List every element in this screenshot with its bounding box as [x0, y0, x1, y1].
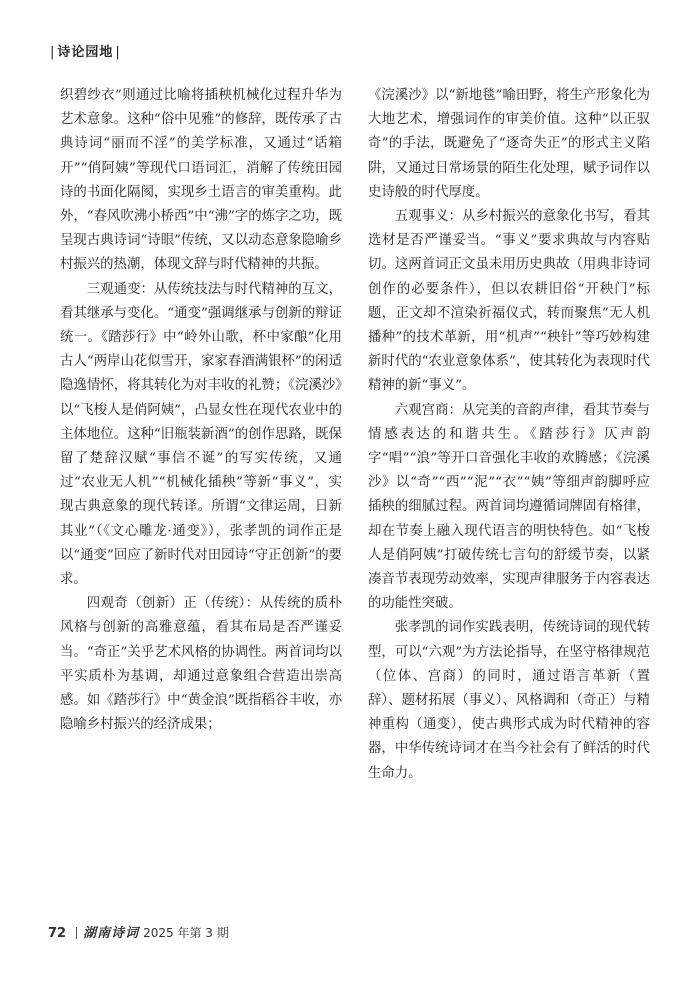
journal-logo: 湖南诗词 [83, 926, 140, 941]
paragraph-gongshang: 六观宫商：从完美的音韵声律，看其节奏与情感表达的和谐共生。《踏莎行》仄声韵字“唱”“浪”等开口音强化丰收的欢腾感；《浣溪沙》以“奇”“西”“泥”“衣”“姨”等细声韵脚呼应插秧的细腻过程。两首词均遵循词牌固有格律，却在节奏上融入现代语言的明快特色。如“飞梭人是俏阿姨”打破传统七言句的舒缓节奏，以紧凑音节表现劳动效率，实现声律服务于内容表达的功能性突破。 [368, 402, 650, 612]
paragraph-continued: 织碧纱衣”则通过比喻将插秧机械化过程升华为艺术意象。这种“俗中见雅”的修辞，既传承了古典诗词“丽而不淫”的美学标准，又通过“话箱开”“俏阿姨”等现代口语词汇，消解了传统田园诗的书面化隔阂，实现乡土语言的审美重构。此外，“春风吹沸小桥西”中“沸”字的炼字之功，既呈现古典诗词“诗眼”传统，又以动态意象隐喻乡村振兴的热潮，体现文辞与时代精神的共振。 [60, 88, 342, 273]
issue-label: 2025 年第 3 期 [143, 926, 229, 940]
left-column [60, 84, 342, 737]
paragraph-shiyi: 五观事义：从乡村振兴的意象化书写，看其选材是否严谨妥当。“事义”要求典故与内容贴切。这两首词正文虽未用历史典故（用典非诗词创作的必要条件），但以农耕旧俗“开秧门”标题，正文却不渲染祈福仪式，转而聚焦“无人机播种”的技术革新，用“机声”“秧针”等巧妙构建新时代的“农业意象体系”，使其转化为表现时代精神的新“事义”。 [368, 209, 650, 394]
footer-divider [76, 927, 77, 939]
page-number: 72 [48, 926, 67, 941]
header-bar-right: | [115, 45, 121, 60]
paragraph-qizheng: 四观奇（创新）正（传统）：从传统的质朴风格与创新的高雅意蕴，看其布局是否严谨妥当。“奇正”关乎艺术风格的协调性。两首词均以平实质朴为基调，却通过意象组合营造出崇高感。如《踏莎行》中“黄金浪”既指稻谷丰收，亦隐喻乡村振兴的经济成果； [60, 596, 342, 733]
header-bar-left: | [50, 45, 56, 60]
page-footer [48, 925, 229, 942]
section-title: 诗论园地 [57, 45, 114, 60]
paragraph-tongbian: 三观通变：从传统技法与时代精神的互文，看其继承与变化。“通变”强调继承与创新的辩证统一。《踏莎行》中“岭外山歌，杯中家酿”化用古人“两岸山花似雪开，家家春酒满银杯”的闲适隐逸情怀，将其转化为对丰收的礼赞；《浣溪沙》以“飞梭人是俏阿姨”，凸显女性在现代农业中的主体地位。这种“旧瓶装新酒”的创作思路，既保留了楚辞汉赋“事信不诞”的写实传统，又通过“农业无人机”“机械化插秧”等新“事义”，实现古典意象的现代转译。所谓“文律运周，日新其业”（《文心雕龙·通变》），张孝凯的词作正是以“通变”回应了新时代对田园诗“守正创新”的要求。 [60, 281, 342, 588]
right-column [368, 84, 650, 786]
paragraph-conclusion: 张孝凯的词作实践表明，传统诗词的现代转型，可以“六观”为方法论指导，在坚守格律规范（位体、宫商）的同时，通过语言革新（置辞）、题材拓展（事义）、风格调和（奇正）与精神重构（通变），使古典形式成为时代精神的容器，中华传统诗词才在当今社会有了鲜活的时代生命力。 [368, 620, 650, 781]
paragraph-continued-right: 《浣溪沙》以“新地毯”喻田野，将生产形象化为大地艺术，增强词作的审美价值。这种“以正驭奇”的手法，既避免了“逐奇失正”的形式主义陷阱，又通过日常场景的陌生化处理，赋予词作以史诗般的时代厚度。 [368, 88, 650, 200]
section-header [48, 45, 123, 61]
